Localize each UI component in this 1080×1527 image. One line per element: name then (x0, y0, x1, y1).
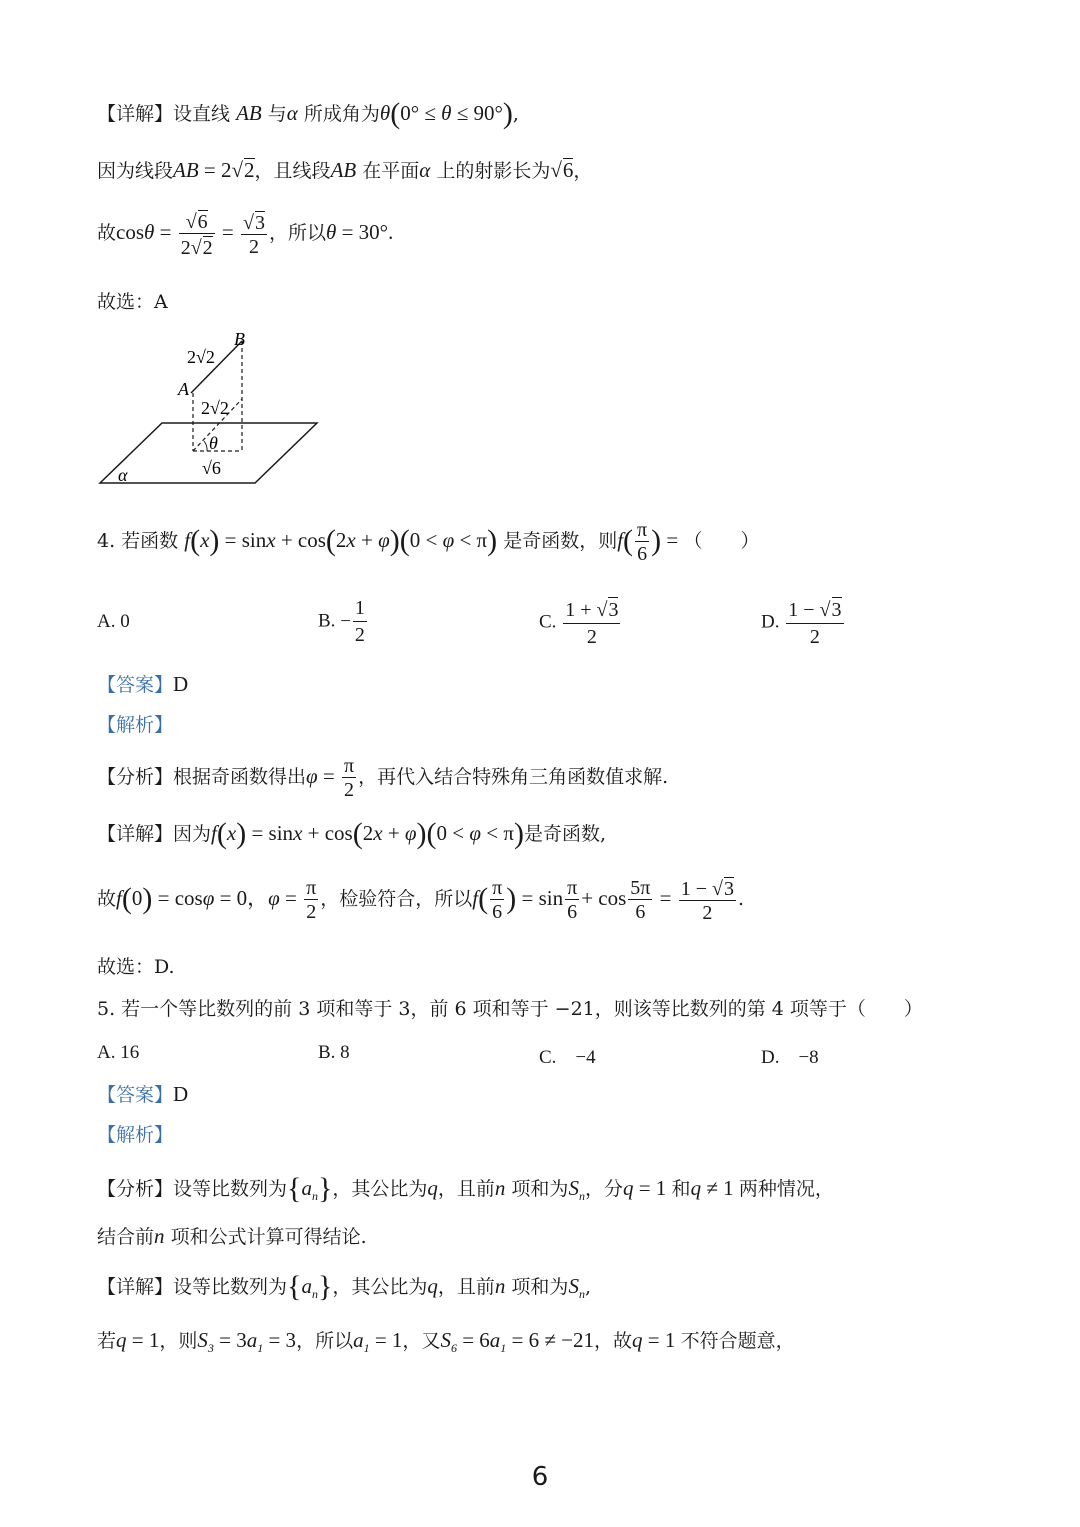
label-a: A (178, 379, 189, 399)
q4-detail-line2: 故f(0) = cosφ = 0，φ = $\frac{\pi}{2}$ ，检验符合，所以f( $\frac{\pi}{6}$ ) = sin $\frac{\pi}{6}$ + cos $\frac{5\pi}{6}$ = $\frac{1 - √3}{2}$ . (97, 877, 745, 924)
detail3-line2: 因为线段AB = 2√2，且线段AB 在平面α 上的射影长为√6， (97, 158, 593, 182)
q5-detail-line2: 若q = 1，则$S_3 = 3a_1 = 3$，所以$a_1 = 1$，又$S_6 = 6a_1 = 6 \ne -21$，故q = 1 不符合题意， (97, 1328, 795, 1356)
label-b: B (234, 329, 245, 349)
q4-explanation-label: 【解析】 (97, 714, 174, 736)
q5-option-d: D. −8 (761, 1047, 819, 1068)
q5-stem: 5. 若一个等比数列的前 3 项和等于 3，前 6 项和等于 −21，则该等比数列的第 4 项等于（ ） (97, 998, 923, 1020)
q4-choose: 故选：D. (97, 956, 175, 978)
q4-answer: 【答案】D (97, 672, 189, 696)
q5-option-b: B. 8 (318, 1042, 350, 1063)
q4-option-d: D. $\frac{1 - √3}{2}$ (761, 599, 842, 648)
label-vertical: 2√2 (201, 398, 229, 418)
label-ab-top: 2√2 (187, 347, 215, 367)
fraction: $\frac{√6}{2√2}$ (180, 211, 213, 259)
detail3-line1: 【详解】设直线 AB 与α 所成角为θ(0° ≤ θ ≤ 90°), (97, 97, 519, 130)
q4-option-a: A. 0 (97, 611, 130, 632)
detail-label: 【详解】 (97, 103, 174, 125)
q5-detail-line1: 【详解】设等比数列为$\{a_n\}$，其公比为q，且前n 项和为$S_n$, (97, 1270, 591, 1303)
q4-option-c: C. $\frac{1 + √3}{2}$ (539, 599, 619, 648)
choose-line: 故选：A (97, 291, 168, 313)
geometry-figure (90, 325, 330, 495)
label-proj: √6 (202, 458, 221, 478)
page-number: 6 (531, 1462, 549, 1492)
q4-option-b: B. − $\frac{1}{2}$ (318, 597, 365, 646)
label-theta: θ (209, 433, 218, 453)
q5-option-c: C. −4 (539, 1047, 596, 1068)
q5-explanation-label: 【解析】 (97, 1124, 174, 1146)
angle-arc (204, 441, 207, 451)
q5-analysis-line1: 【分析】设等比数列为$\{a_n\}$，其公比为q，且前n 项和为$S_n$，分q = 1 和q ≠ 1 两种情况， (97, 1172, 834, 1205)
q4-analysis: 【分析】根据奇函数得出φ = $\frac{\pi}{2}$ ，再代入结合特殊角三角函数值求解. (97, 755, 669, 801)
q5-answer: 【答案】D (97, 1082, 189, 1106)
q5-option-a: A. 16 (97, 1042, 140, 1063)
label-alpha: α (118, 465, 128, 485)
fraction: $\frac{√3}{2}$ (243, 212, 265, 258)
q5-analysis-line2: 结合前n 项和公式计算可得结论. (97, 1224, 367, 1248)
q4-stem: 4. 若函数 f(x) = sinx + cos(2x + φ)(0 < φ < π) 是奇函数，则f( $\frac{\pi}{6}$ ) = （ ） (97, 519, 760, 565)
detail3-line3: 故cosθ = $\frac{√6}{2√2}$ = $\frac{√3}{2}$ ，所以θ = 30°. (97, 211, 394, 259)
q4-detail-line1: 【详解】因为f(x) = sinx + cos(2x + φ)(0 < φ < π)是奇函数, (97, 817, 606, 850)
